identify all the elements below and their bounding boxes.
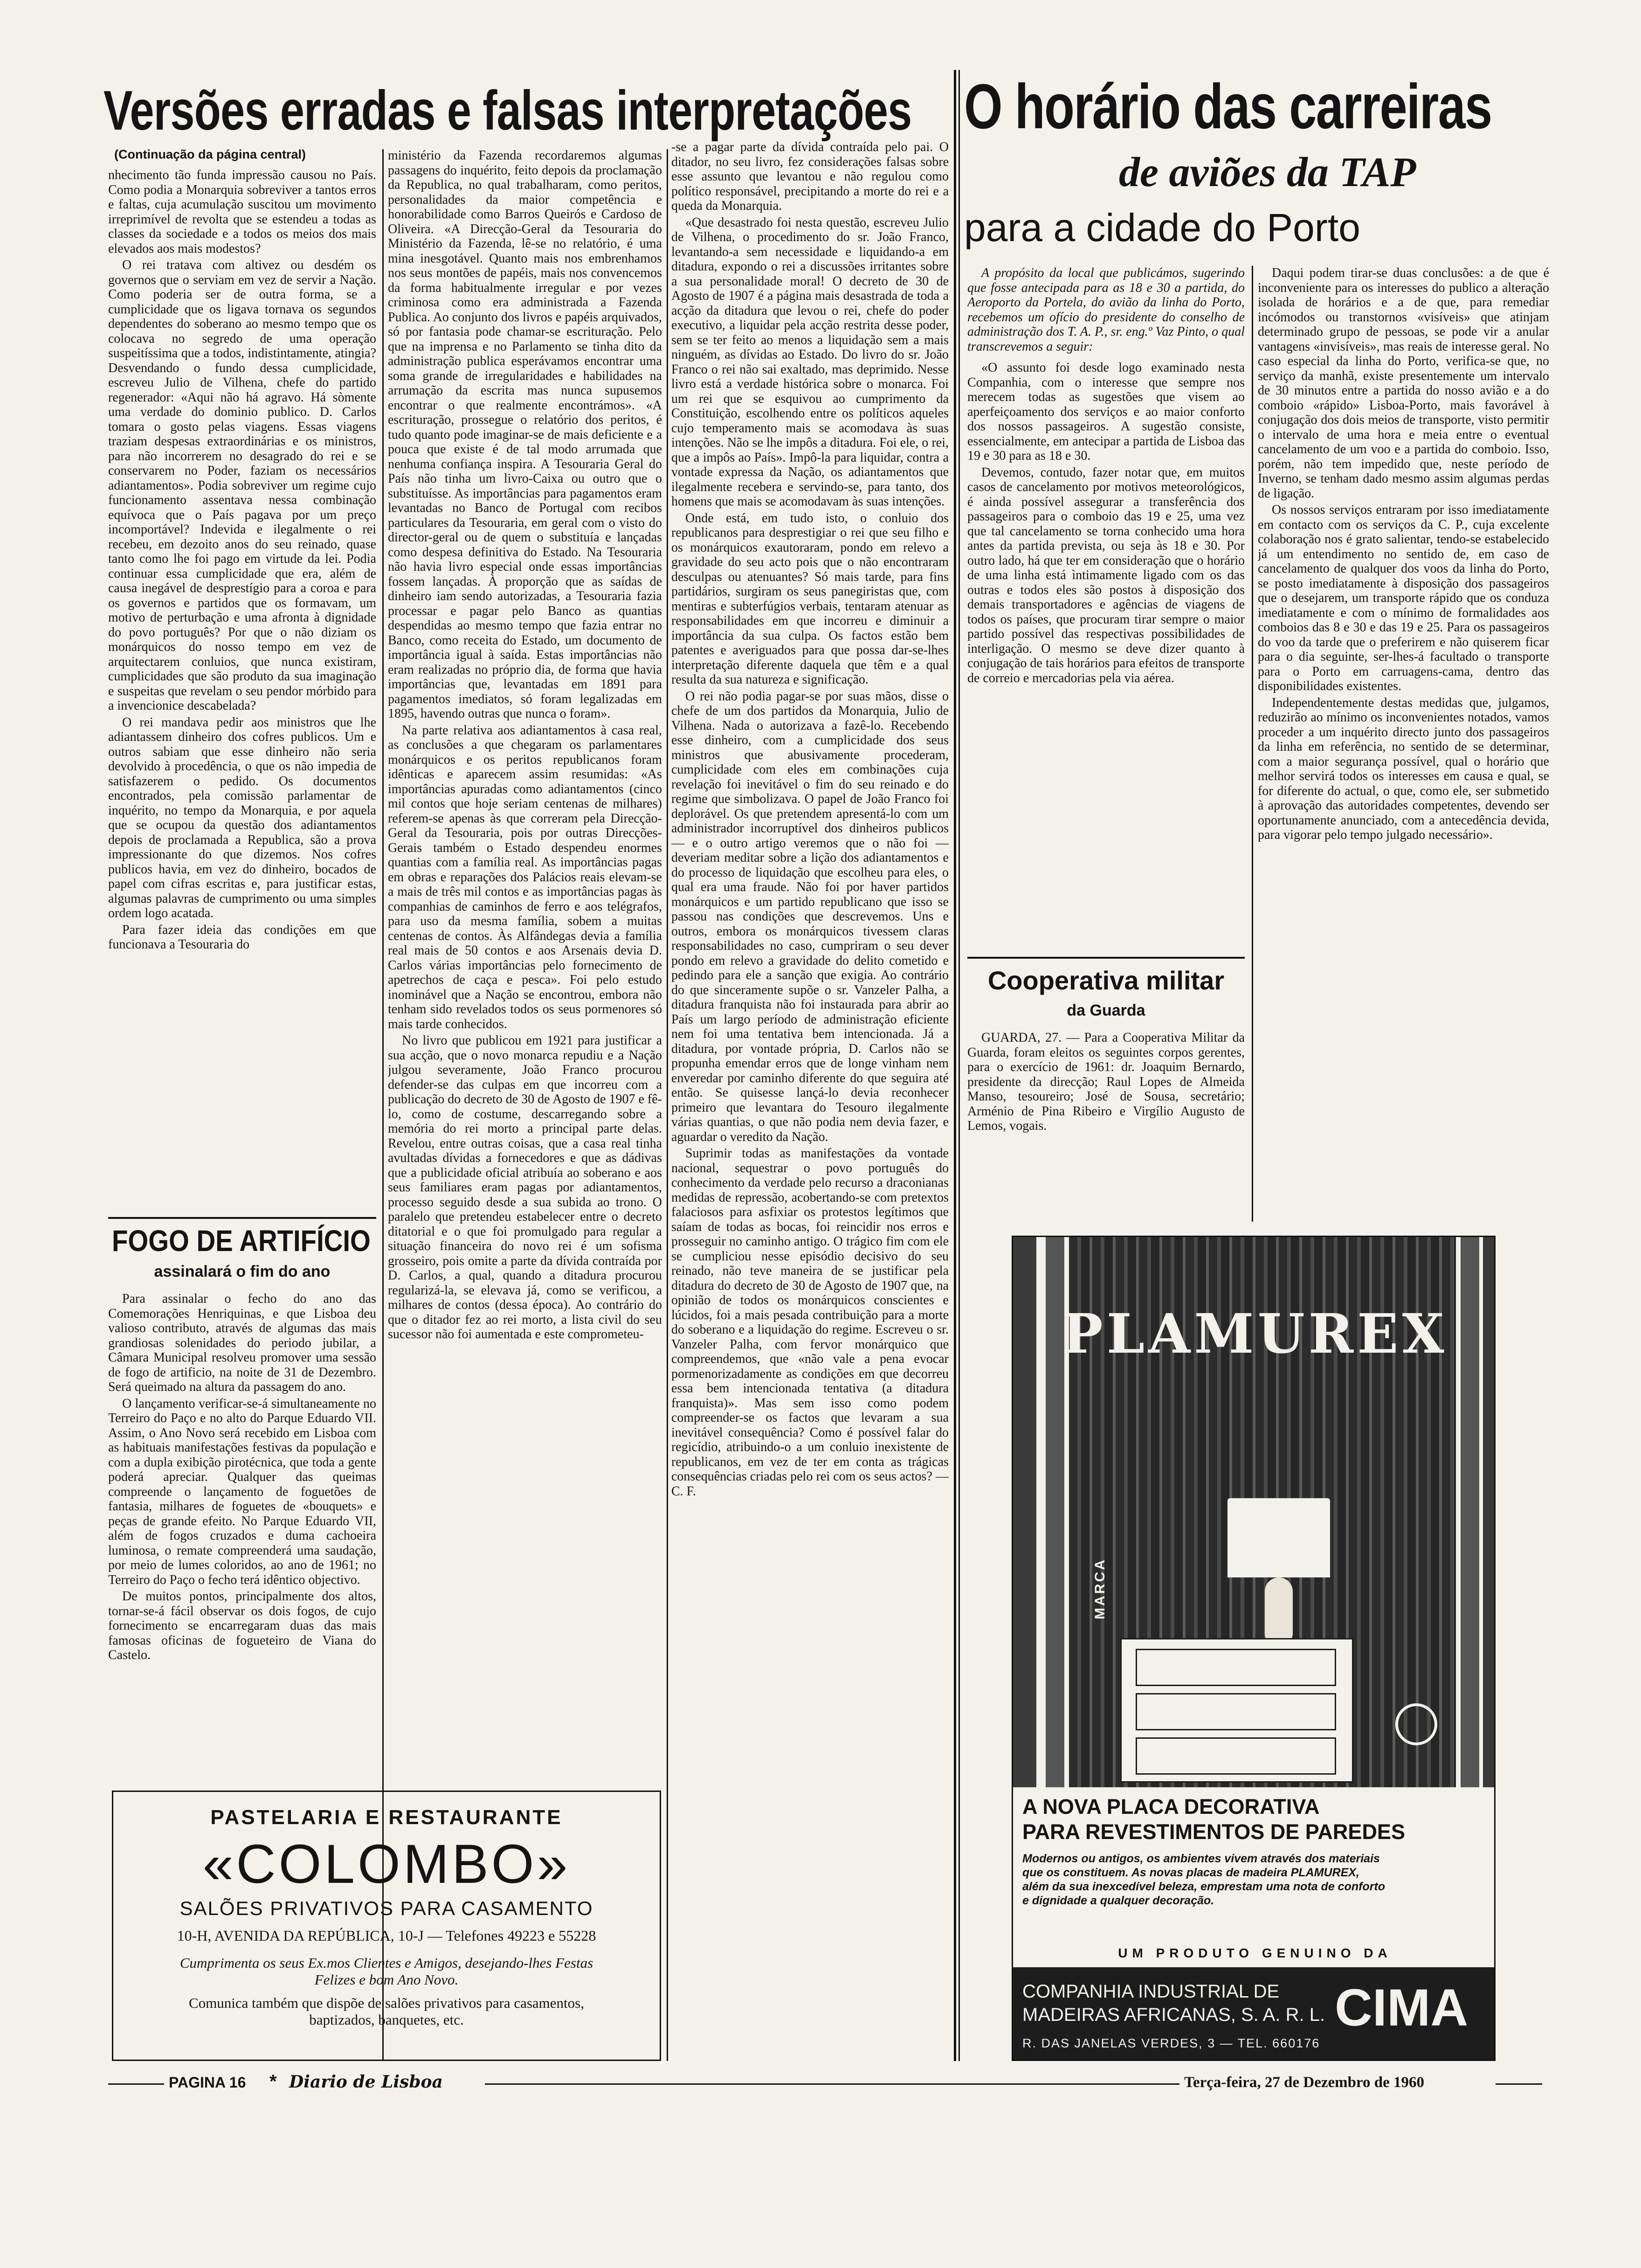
article-paragraph: Para fazer ideia das condições em que funcionava a Tesouraria do <box>108 922 376 952</box>
colombo-line2: SALÕES PRIVATIVOS PARA CASAMENTO <box>179 1897 593 1919</box>
cima-logo: CIMA <box>1335 1978 1469 2037</box>
footer-rule-right <box>1496 2083 1542 2085</box>
colombo-line1: PASTELARIA E RESTAURANTE <box>210 1806 563 1829</box>
cooperativa-body <box>967 1030 1245 1217</box>
tap-headline: O horário das carreiras <box>964 71 1492 142</box>
column-rule <box>667 149 668 2061</box>
tap-paragraph: Independentemente destas medidas que, julgamos, reduzirão ao mínimo os inconvenientes notados, vamos proceder a um inquérito directo junto dos passageiros da linha em referência, no sentido de se determinar, com a maior segurança possível, qual o horário que melhor servirá todos os interesses em causa e qual, se for diferente do actual, o que, como ele, ser submetido à aprovação das autoridades competentes, devendo ser oportunamente anunciado, com a antecedência devida, para vigorar pelo tempo julgado necessário». <box>1258 695 1549 842</box>
tap-paragraph: Devemos, contudo, fazer notar que, em muitos casos de cancelamento por motivos meteorológicos, é ainda possível assegurar a transferência dos passageiros para o comboio das 19 e 25, uma vez que tal cancelamento se torna conhecido uma hora antes da partida prevista, ou seja às 18 e 30. Por outro lado, há que ter em consideração que o horário de uma linha está ìntimamente ligado com os das outras e todos eles são postos à disposição dos demais transportadores e agências de viagens de todos os países, que procuram tirar sempre o maior partido possível das respectivas possibilidades de interligação. O mesmo se deve dizer quanto à conjugação de tais horários para efeitos de transporte de correio e mercadorias pela via aérea. <box>967 465 1245 685</box>
drawer <box>1136 1737 1336 1775</box>
tap-headline-3: para a cidade do Porto <box>964 206 1360 249</box>
footer-paper: Diario de Lisboa <box>289 2072 443 2092</box>
article-paragraph: «Que desastrado foi nesta questão, escreveu Julio de Vilhena, o procedimento do sr. João Franco, levantando-a sem necessidade e liquidando-a em ditadura, expondo o rei a discussões irritantes sobre a sua personalidade moral! O decreto de 30 de Agosto de 1907 é a página mais desastrada de toda a acção da ditadura que levou o rei, chefe do poder executivo, a liquidar pela acção restrita desse poder, sem se ter feito ao menos a liquidação sem a mais ninguém, as dívidas ao Estado. Do livro do sr. João Franco o rei não sai exaltado, mas deprimido. Nesse livro está a verdade histórica sobre o monarca. Foi um rei que se esquivou ao cumprimento da Constituição, escolhendo entre os políticos aqueles cujo temperamento mais se acomodava às suas intenções. Não se lhe impôs a ditadura. Foi ele, o rei, que a impôs ao País». Impô-la para liquidar, contra a vontade expressa da Nação, os adiantamentos que ilegalmente recebera e servindo-se, para tanto, dos homens que mais se acomodavam às suas intenções. <box>671 215 949 509</box>
footer-rule-left <box>108 2083 164 2085</box>
section-divider <box>954 70 956 2061</box>
fogo-headline: FOGO DE ARTIFÍCIO <box>112 1224 371 1258</box>
column-rule <box>1252 266 1253 1222</box>
footer-rule-mid <box>485 2083 1179 2085</box>
colombo-name: «COLOMBO» <box>202 1833 571 1895</box>
article-paragraph: -se a pagar parte da dívida contraída pelo pai. O ditador, no seu livro, fez considerações falsas sobre esse assunto que levantou e não regulou como político responsável, precipitando a morte do rei e a queda da Monarquia. <box>671 140 949 213</box>
footer-page: PAGINA 16 <box>169 2074 246 2091</box>
article-column-3 <box>671 140 949 2061</box>
colombo-address: 10-H, AVENIDA DA REPÚBLICA, 10-J — Telefones 49223 e 55228 <box>177 1927 596 1944</box>
article-paragraph: ministério da Fazenda recordaremos algumas passagens do inquérito, feito depois da proclamação da Republica, no qual trabalharam, como peritos, personalidades da maior competência e honorabilidade como Barros Queirós e Cardoso de Oliveira. «A Direcção-Geral da Tesouraria do Ministério da Fazenda, lê-se no relatório, é uma mina inesgotável. Quanto mais nos embrenhamos nos seus montões de papéis, mais nos convencemos da forma habitualmente irregular e por vezes criminosa como era administrada a Fazenda Publica. Ao conjunto dos livros e papéis arquivados, só por fantasia pode chamar-se escrituração. Pelo que na imprensa e no Parlamento se tinha dito da administração publica esperávamos encontrar uma soma grande de irregularidades e habilidades na arrumação da escrita mas nunca supusemos encontrar o que realmente encontrámos». «A escrituração, prossegue o relatório dos peritos, é tudo quanto pode imaginar-se de mais deficiente e a pouca que existe é de tal modo arrumada que nenhuma confiança inspira. A Tesouraria Geral do País não tinha um livro-Caixa ou outro que o substituísse. As importâncias para pagamentos eram levantadas no Banco de Portugal com recibos particulares da Tesouraria, em geral com o visto do director-geral ou de quem o substituía e lançadas como despesa definitiva do Estado. Na Tesouraria não havia livro especial onde essas importâncias fossem lançadas. À proporção que as saídas de dinheiro iam sendo autorizadas, a Tesouraria fazia processar e pagar pelo Banco as quantias despendidas ao mesmo tempo que fazia entrar no Banco, como receita do Estado, um documento de importância igual à saída. Estas importâncias não eram realizadas no próprio dia, de forma que havia importâncias que, levantadas em 1891 para pagamentos imediatos, só foram legalizadas em 1895, havendo outras que nunca o foram». <box>388 148 662 721</box>
footer-date: Terça-feira, 27 de Dezembro de 1960 <box>1184 2074 1425 2091</box>
article-paragraph: Na parte relativa aos adiantamentos à casa real, as conclusões a que chegaram os parlamentares monárquicos e os peritos republicanos foram idênticas e aparecem assim resumidas: «As importâncias apuradas como adiantamentos (cinco mil contos que hoje seriam centenas de milhares) referem-se apenas às que correram pela Direcção-Geral da Tesouraria, pois por outras Direcções-Gerais também o Estado despendeu enormes quantias com a família real. As importâncias pagas em obras e reparações dos Palácios reais elevam-se a mais de três mil contos e as importâncias pagas às companhias de caminhos de ferro e aos telégrafos, para uso da mesma família, sobem a muitas centenas de contos. Às Alfândegas devia a família real mais de 50 contos e aos Arsenais devia D. Carlos várias importâncias pelo fornecimento de apetrechos de caça e pesca». Foi pelo estudo inominável que a Nação se encontrou, embora não tenham sido revelados todos os seus pormenores só mais tarde conhecidos. <box>388 723 662 1031</box>
article-paragraph: O rei mandava pedir aos ministros que lhe adiantassem dinheiro dos cofres publicos. Um e outros sabiam que esse dinheiro não seria devolvido à procedência, o que os não impedia de satisfazerem o pedido. Os documentos encontrados, pela comissão parlamentar de inquérito, no tempo da Monarquia, e por aquela que se ocupou da questão dos adiantamentos depois de proclamada a Republica, são a prova impressionante do que dizemos. Nos cofres publicos havia, em vez do dinheiro, bocados de papel com cifras escritas e, para justificar estas, algumas palavras de cumprimento ou uma simples ordem logo acatada. <box>108 715 376 920</box>
cima-company-2: MADEIRAS AFRICANAS, S. A. R. L. <box>1022 2005 1325 2025</box>
fogo-body <box>108 1292 376 1758</box>
article-paragraph: Onde está, em tudo isto, o conluio dos republicanos para desprestigiar o rei que seu filho e os monárquicos exautoraram, pondo em relevo a gravidade do seu acto pois que o não encontraram desculpas ou atenuantes? Só mais tarde, para fins partidários, surgiram os seus panegiristas que, com mentiras e subterfúgios verbais, tentaram atenuar as responsabilidades em que incorreu e diminuir a importância da sua culpa. Os factos estão bem patentes e averiguados para que possa dar-se-lhes interpretação diferente daquela que têm e a qual resulta da sua natureza e significação. <box>671 511 949 687</box>
cima-company-1: COMPANHIA INDUSTRIAL DE <box>1022 1981 1280 2002</box>
fogo-subhead: assinalará o fim do ano <box>154 1263 331 1280</box>
article-paragraph: nhecimento tão funda impressão causou no País. Como podia a Monarquia sobreviver a tantos erros e faltas, cuja acumulação suscitou um movimento irreprimível de revolta que se estendeu a todas as classes da sociedade e a todos os meios dos mais elevados aos mais modestos? <box>108 168 376 256</box>
column-rule <box>382 149 384 2061</box>
dresser <box>1120 1638 1353 1783</box>
cooperativa-headline: Cooperativa militar <box>987 966 1225 995</box>
cooperativa-rule <box>967 957 1245 959</box>
footer-star: * <box>269 2071 277 2092</box>
tap-paragraph: «O assunto foi desde logo examinado nesta Companhia, com o interesse que sempre nos merecem todas as sugestões que visem ao aperfeiçoamento dos serviços e ao maior conforto dos nossos passageiros. A sugestão consiste, essencialmente, em antecipar a partida de Lisboa das 19 e 30 para as 18 e 30. <box>967 360 1245 463</box>
drawer <box>1136 1649 1336 1686</box>
cooperativa-subhead: da Guarda <box>1067 1002 1145 1019</box>
plamurex-brand: PLAMUREX <box>1062 1302 1448 1366</box>
drawer <box>1136 1693 1336 1730</box>
cima-address: R. DAS JANELAS VERDES, 3 — TEL. 660176 <box>1022 2036 1320 2050</box>
plamurex-tagline: UM PRODUTO GENUINO DA <box>1118 1946 1392 1960</box>
tap-paragraph: Daqui podem tirar-se duas conclusões: a de que é inconveniente para os interesses do publico a alteração isolada de horários e a de que, para remediar incómodos ou transtornos «visíveis» que atinjam determinado grupo de pessoas, se pode vir a anular vantagens «invisíveis», mas reais de interesse geral. No caso especial da linha do Porto, verifica-se que, no serviço da manhã, existe presentemente um intervalo de 30 minutos entre a partida do nosso avião e a do comboio «rápido» Lisboa-Porto, mais favorável à conjugação dos dois meios de transporte, visto permitir o intervalo de uma hora e meia entre o eventual cancelamento de um voo e a partida do comboio. Isso, porém, não tem impedido que, neste período de Inverno, se tenham dado mesmo assim algumas perdas de ligação. <box>1258 266 1549 501</box>
article-paragraph: O rei não podia pagar-se por suas mãos, disse o chefe de um dos partidos da Monarquia, Julio de Vilhena. Nada o autorizava a fazê-lo. Recebendo esse dinheiro, com a cumplicidade dos seus ministros que abusivamente procederam, cumplicidade com eles em combinações cuja revelação foi inevitável o fim do seu reinado e do regime que simbolizava. O papel de João Franco foi deplorável. Os que pretendem apresentá-lo com um administrador incorruptível dos dinheiros publicos — e o outro artigo veremos que o não foi — deveriam meditar sobre a lição dos adiantamentos e do processo de liquidação que escolheu para eles, o qual era uma fraude. Não foi por haver partidos monárquicos e um partido republicano que isso se passou nas condições que descrevemos. Uns e outros, embora os monárquicos tivessem claras responsabilidades no caso, cumpriram o seu dever pondo em relevo a gravidade do delito cometido e pedindo para ele a sanção que exigia. Ao contrário do que sinceramente supõe o sr. Vanzeler Palha, a ditadura franquista não foi instaurada para abrir ao País um largo período de administração eficiente nem foi uma tentativa bem intencionada. Já a ditadura, por vontade própria, D. Carlos não se propunha emendar erros que de longe vinham nem enveredar por caminho diferente do que seguira até então. Se quisesse lançá-lo devia reconhecer primeiro que levantara do Tesouro ilegalmente várias quantias, o que não podia nem devia fazer, e aguardar o veredito da Nação. <box>671 689 949 1144</box>
plamurex-title-2: PARA REVESTIMENTOS DE PAREDES <box>1022 1820 1405 1844</box>
article-column-2 <box>388 148 662 2059</box>
plamurex-body: Modernos ou antigos, os ambientes vivem através dos materiais que os constituem. As novas placas de madeira PLAMUREX, além da sua inexcedível beleza, emprestam uma nota de conforto e dignidade a qualquer decoração. <box>1022 1852 1386 1907</box>
article-column-1 <box>108 168 376 1213</box>
colombo-notice: Comunica também que dispõe de salões privativos para casamentos, baptizados, banquetes, etc. <box>189 1995 584 2028</box>
tap-paragraph: Os nossos serviços entraram por isso imediatamente em contacto com os serviços da C. P., cuja excelente colaboração nos é grato salientar, tendo-se estabelecido já um entendimento no sentido de, em caso de cancelamento de qualquer dos voos da linha do Porto, se posto imediatamente à disposição dos passageiros que o desejarem, um transporte rápido que os conduza imediatamente e com o mínimo de formalidades aos comboios das 8 e 30 e das 19 e 25. Para os passageiros do voo da tarde que o preferirem e não quiserem ficar para o dia seguinte, ser-lhes-á facultado o transporte para o Porto em carruagens-cama, dentro das disponibilidades existentes. <box>1258 503 1549 693</box>
tap-intro: A propósito da local que publicámos, sugerindo que fosse antecipada para as 18 e 30 a partida, do Aeroporto da Portela, do avião da linha do Porto, recebemos um ofício do presidente do conselho de administração dos T. A. P., sr. eng.º Vaz Pinto, o qual transcrevemos a seguir: <box>967 266 1245 354</box>
cooperativa-paragraph: GUARDA, 27. — Para a Cooperativa Militar da Guarda, foram eleitos os seguintes corpos gerentes, para o exercício de 1961: dr. Joaquim Bernardo, presidente da direcção; Raul Lopes de Almeida Manso, tesoureiro; José de Sousa, secretário; Arménio de Pina Ribeiro e Virgílio Augusto de Lemos, vogais. <box>967 1030 1245 1133</box>
fogo-paragraph: O lançamento verificar-se-á simultaneamente no Terreiro do Paço e no alto do Parque Eduardo VII. Assim, o Ano Novo será recebido em Lisboa com as habituais manifestações festivas da população e com a dupla exibição pirotécnica, que toda a gente poderá apreciar. Qualquer das queimas compreende o lançamento de foguetões de fantasia, milhares de foguetes de «bouquets» e peças de grande efeito. No Parque Eduardo VII, além de fogos cruzados e duma cachoeira luminosa, o remate compreenderá uma saudação, por meio de lumes coloridos, ao ano de 1961; no Terreiro do Paço o fecho terá idêntico objectivo. <box>108 1396 376 1587</box>
fogo-paragraph: De muitos pontos, principalmente dos altos, tornar-se-á fácil observar os dois fogos, de cujo fornecimento se encarregaram duas das mais famosas oficinas de fogueteiro de Viana do Castelo. <box>108 1589 376 1662</box>
plamurex-title-1: A NOVA PLACA DECORATIVA <box>1022 1795 1320 1819</box>
colombo-ad <box>112 1791 661 2061</box>
article-paragraph: No livro que publicou em 1921 para justificar a sua acção, que o novo monarca repudiu e a Nação julgou severamente, João Franco procurou defender-se das culpas em que incorreu com a publicação do decreto de 30 de Agosto de 1907 e fê-lo, como de costume, descarregando sobre a memória do rei morto a principal parte delas. Revelou, entre outras coisas, que a casa real tinha avultadas dívidas a fornecedores e que as dádivas que a publicidade oficial atribuía ao soberano e aos seus familiares eram pagas por adiantamentos, processo seguido desde a sua subida ao trono. O paralelo que pretendeu estabelecer entre o decreto ditatorial e o que foi promulgado para regular a situação financeira do novo rei é um sofisma grosseiro, pois omite a parte da dívida contraída por D. Carlos, a qual, quando a ditadura procurou regularizá-la, se elevava já, como se verificou, a milhares de contos (dessa época). Ao contrário do que o ditador fez ao rei morto, a lista civil do seu sucessor não foi aumentada e este comprometeu- <box>388 1033 662 1341</box>
fogo-rule-top <box>108 1217 376 1219</box>
ornament <box>1395 1703 1437 1745</box>
lamp-base <box>1265 1577 1293 1647</box>
cima-banner <box>1013 1967 1496 2061</box>
article-headline: Versões erradas e falsas interpretações <box>103 79 912 142</box>
tap-headline-2: de aviões da TAP <box>1119 149 1416 195</box>
lamp-shade <box>1227 1498 1330 1577</box>
article-paragraph: O rei tratava com altivez ou desdém os governos que o serviam em vez de servir a Nação. Como poderia ser de outra forma, se a cumplicidade que os ligava tornava os segundos dependentes do soberano ao mesmo tempo que os colocava no segredo de uma operação suspeitíssima que a todos, indistintamente, atingia? Desvendando o fundo dessa cumplicidade, escreveu Julio de Vilhena, chefe do partido regenerador: «Aqui não há agravo. Há sòmente uma verdade do dominio publico. D. Carlos tomara o gosto pelas viagens. Essas viagens traziam despesas extraordinárias e os ministros, para não incorrerem no desagrado do rei e se conservarem no Poder, faziam os necessários adiantamentos». Podia sobreviver um regime cujo funcionamento assentava nessa combinação equívoca que o País pagava por um preço incomportável? Indevida e ilegalmente o rei recebeu, em dezoito anos do seu reinado, quase tanto como lhe foi pago em virtude da lei. Podia continuar essa cumplicidade que era, além de causa inegável de desprestígio para a coroa e para os governos e partidos que os formavam, um motivo de perturbação e uma afronta à dignidade do povo português? Por que o não diziam os monárquicos do nosso tempo em vez de arquitectarem conluios, que nunca existiram, cumplicidades que são produto da sua imaginação e suspeitas que revelam o seu pendor mórbido para a invencionice descabelada? <box>108 258 376 713</box>
plamurex-ad <box>1012 1236 1496 2061</box>
tap-column-2 <box>1258 266 1549 1222</box>
plamurex-marca: MARCA <box>1092 1558 1108 1619</box>
continuation-note: (Continuação da página central) <box>114 147 306 161</box>
fogo-paragraph: Para assinalar o fecho do ano das Comemorações Henriquinas, e que Lisboa deu valioso contributo, através de algumas das mais grandiosas solenidades do periodo jubilar, a Câmara Municipal resolveu promover uma sessão de fogo de artificio, na noite de 31 de Dezembro. Será queimado na altura da passagem do ano. <box>108 1292 376 1394</box>
tap-column-1 <box>967 266 1245 951</box>
article-paragraph: Suprimir todas as manifestações da vontade nacional, sequestrar o povo português do conhecimento da verdade pelo recurso a draconianas medidas de repressão, acobertando-se com pretextos falaciosos para asfixiar os protestos legítimos que saíam de todas as bocas, foi reincidir nos erros e prosseguir no caminho antigo. O trágico fim com ele se cumpliciou nesse episódio decisivo do seu reinado, não teve maneira de se justificar pela ditadura do decreto de 30 de Agosto de 1907 que, na opinião de todos os monárquicos conscientes e lúcidos, foi a mais pesada contribuição para a morte do soberano e a liquidação do regime. Escreveu o sr. Vanzeler Palha, com fervor monárquico que compreendemos, que «não vale a pena evocar pormenorizadamente as condições em que decorreu essa bem intencionada tentativa (a ditadura franquista)». Mas sem isso como podem compreender-se os factos que levaram a sua inevitável consequência? Como é possível falar do regicídio, atribuindo-o a um conluio inexistente de republicanos, em vez de ter em conta as trágicas consequências criadas pelo rei com os seus actos? — C. F. <box>671 1146 949 1499</box>
section-divider <box>958 70 960 2061</box>
colombo-greeting: Cumprimenta os seus Ex.mos Clientes e Amigos, desejando-lhes Festas Felizes e bom Ano Novo. <box>179 1955 593 1988</box>
